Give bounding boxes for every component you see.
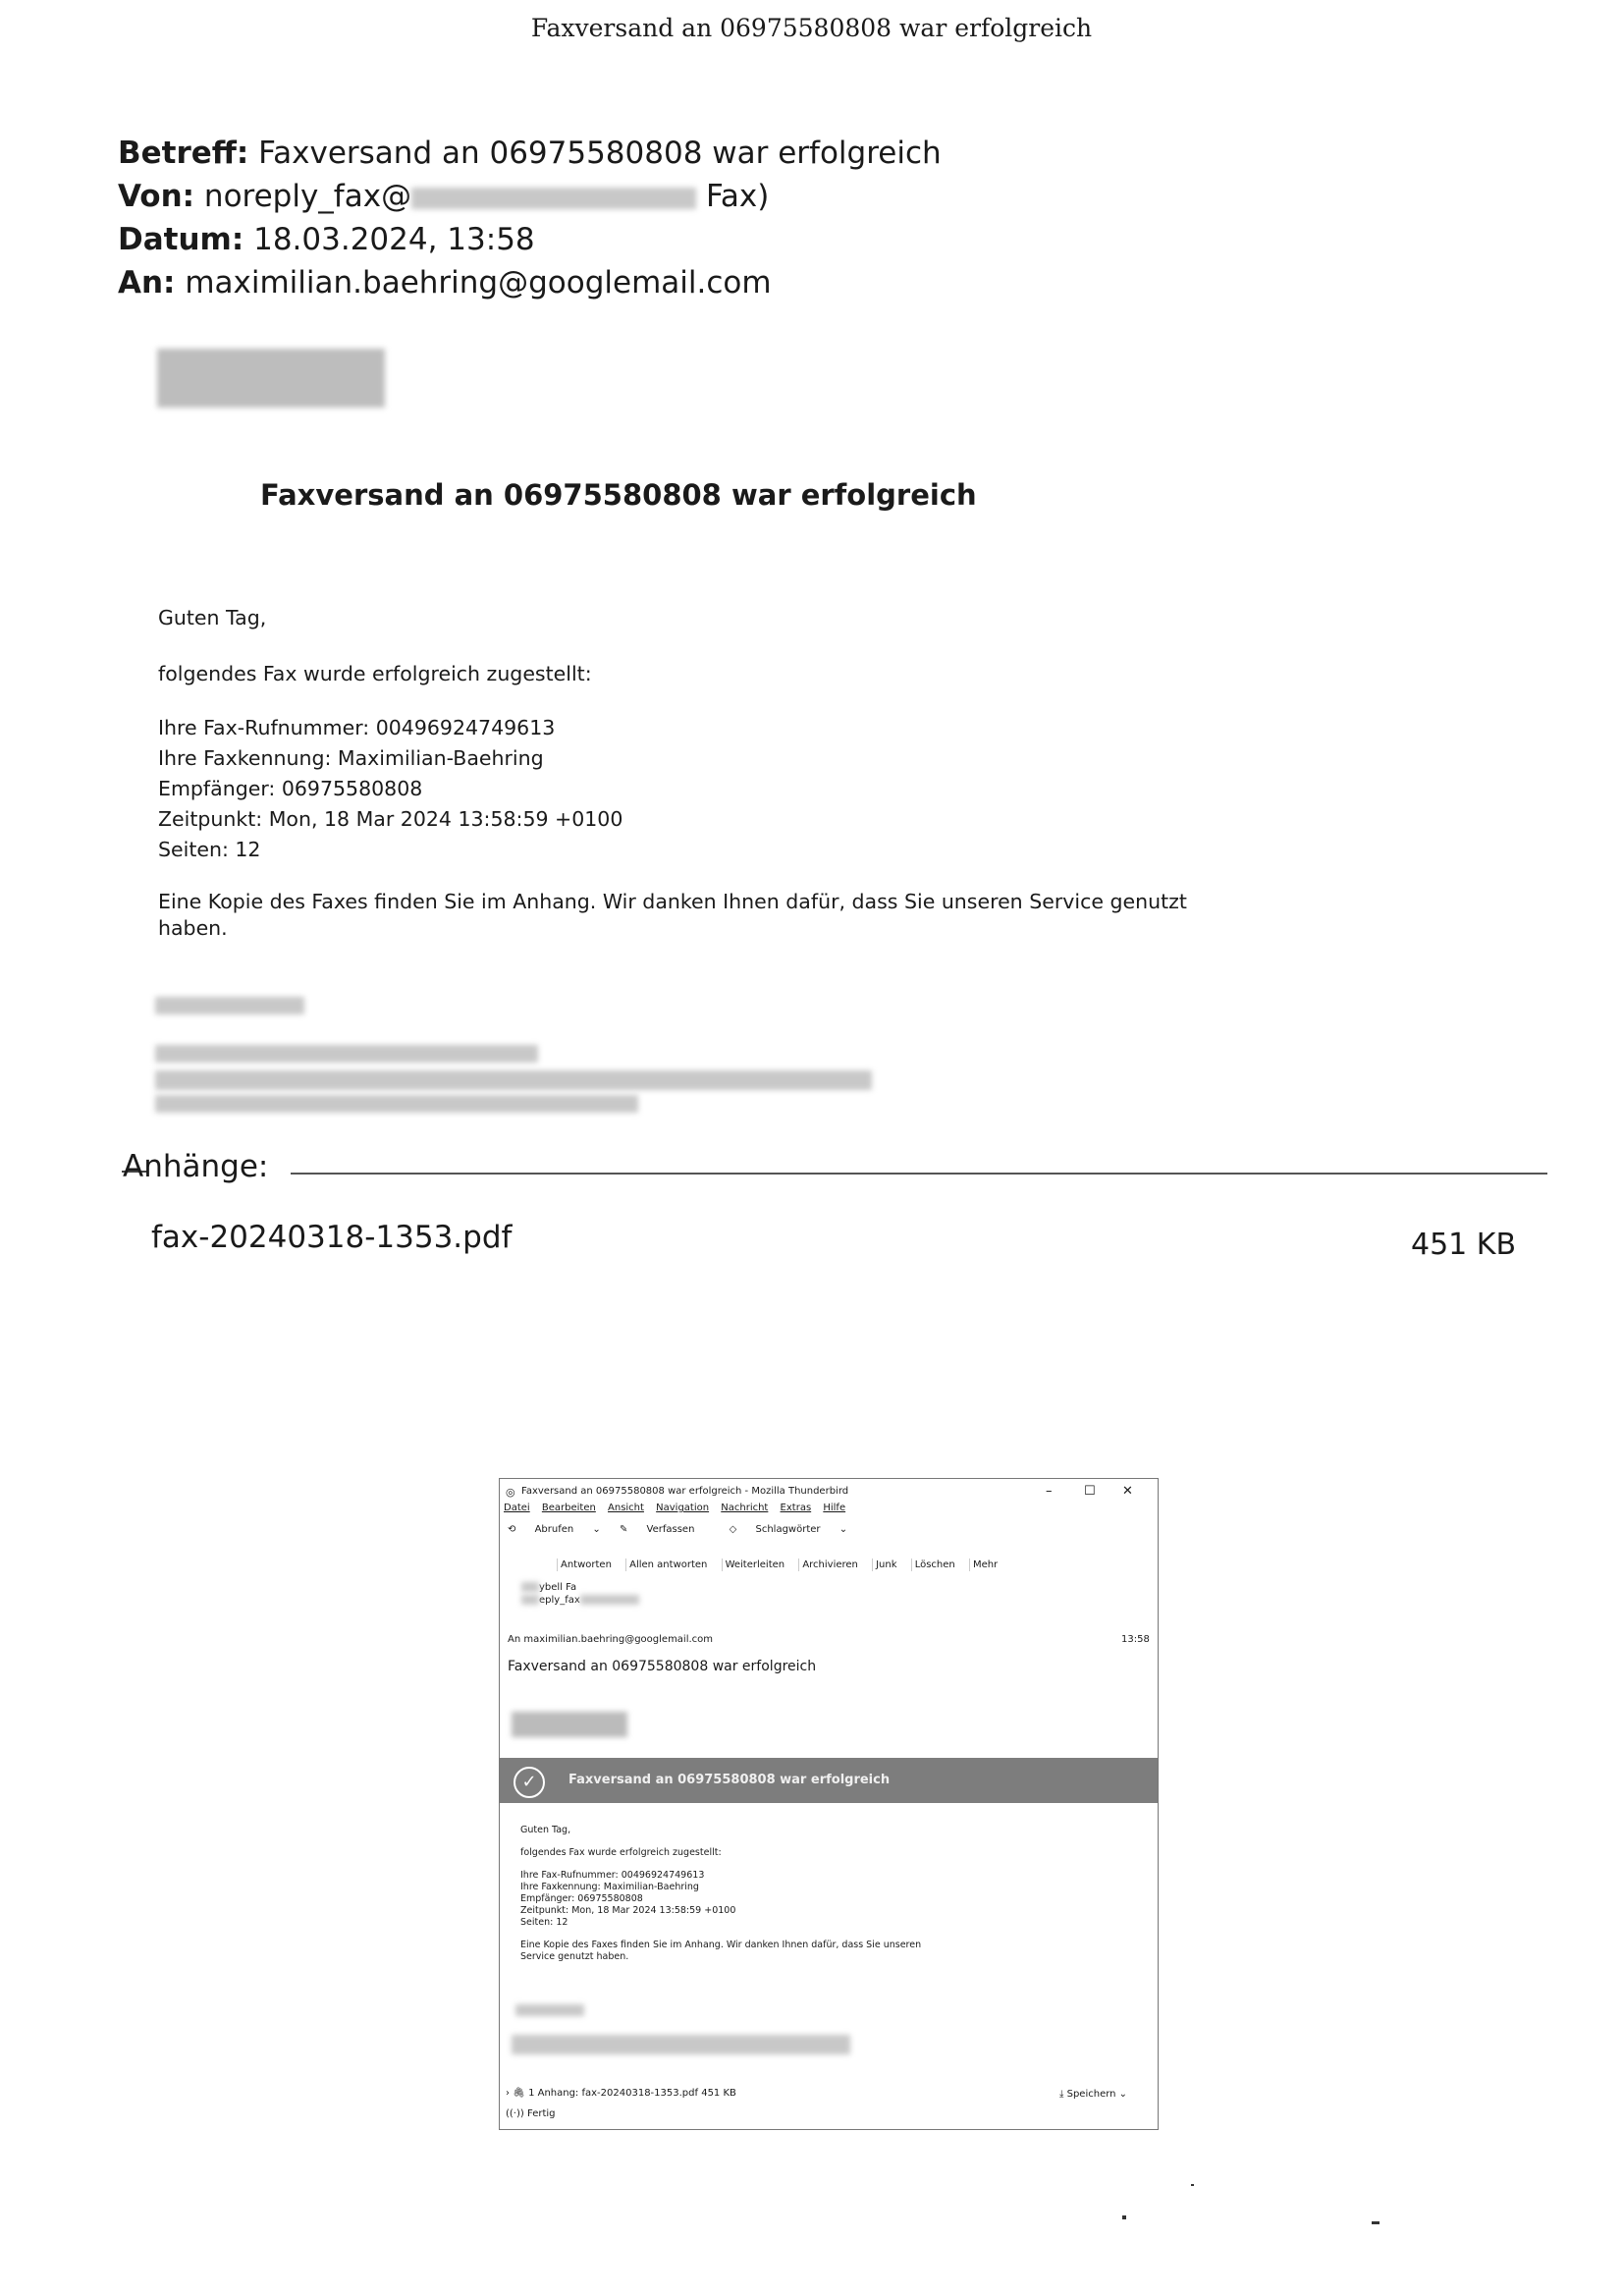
scan-speck: [1122, 2215, 1126, 2219]
status-bar: [506, 2108, 1159, 2119]
redacted-sender-address: [521, 1595, 539, 1605]
body-detail: Ihre Fax-Rufnummer: 00496924749613: [520, 1870, 705, 1881]
sender-block: [521, 1581, 1159, 1607]
attachments-label: Anhänge:: [123, 1149, 269, 1184]
closing-line-1: Eine Kopie des Faxes finden Sie im Anhang. Wir danken Ihnen dafür, dass Sie unseren Service genutzt: [158, 890, 1187, 913]
scan-speck: [1191, 2184, 1194, 2186]
pencil-icon: ✎: [619, 1524, 631, 1535]
save-label: Speichern: [1066, 2089, 1116, 2100]
thunderbird-toolbar: [508, 1524, 1159, 1535]
success-banner: [500, 1758, 1158, 1803]
thunderbird-titlebar: [500, 1483, 1158, 1501]
compose-button[interactable]: [620, 1524, 710, 1535]
check-circle-icon: ✓: [514, 1767, 545, 1798]
to-label: An:: [118, 265, 176, 301]
forward-button[interactable]: Weiterleiten: [722, 1558, 788, 1571]
thunderbird-screenshot: [499, 1478, 1159, 2130]
subject-label: Betreff:: [118, 136, 249, 171]
redacted-sender-name: [521, 1582, 539, 1592]
to-line: [118, 261, 772, 304]
subject-line: [118, 132, 942, 175]
tag-icon: ◇: [729, 1524, 740, 1535]
detail-fax-id: Ihre Faxkennung: Maximilian-Baehring: [158, 746, 544, 770]
redacted-footer-1: [515, 2004, 584, 2016]
scan-speck: [1372, 2221, 1380, 2224]
body-detail: Empfänger: 06975580808: [520, 1893, 643, 1904]
from-label: Von:: [118, 179, 195, 214]
menu-hilfe[interactable]: Hilfe: [823, 1503, 846, 1513]
thunderbird-window-title: Faxversand an 06975580808 war erfolgreich - Mozilla Thunderbird: [521, 1486, 849, 1497]
menu-datei[interactable]: Datei: [504, 1503, 530, 1513]
get-messages-label: Abrufen: [534, 1524, 574, 1535]
save-button[interactable]: ⤓ Speichern ⌄: [1059, 2089, 1128, 2100]
redacted-signature-3: [155, 1070, 872, 1090]
tags-label: Schlagwörter: [755, 1524, 821, 1535]
from-prefix: noreply_fax@: [203, 179, 412, 214]
message-subject: Faxversand an 06975580808 war erfolgreich: [508, 1659, 817, 1674]
recipient-address: maximilian.baehring@googlemail.com: [523, 1634, 714, 1645]
minimize-icon[interactable]: –: [1046, 1484, 1053, 1499]
sender-address: eply_fax: [521, 1594, 1159, 1607]
status-text: Fertig: [526, 2108, 556, 2119]
attachments-divider: [291, 1173, 1547, 1175]
menu-navigation[interactable]: Navigation: [656, 1503, 710, 1513]
detail-recipient: Empfänger: 06975580808: [158, 777, 423, 800]
recipient-label: An: [508, 1634, 521, 1645]
attachment-size: 451 KB: [1411, 1228, 1517, 1262]
message-time: 13:58: [1121, 1634, 1150, 1645]
detail-timestamp: Zeitpunkt: Mon, 18 Mar 2024 13:58:59 +0100: [158, 807, 623, 831]
reply-all-button[interactable]: Allen antworten: [625, 1558, 710, 1571]
activity-icon: ((·)): [506, 2108, 524, 2119]
tags-button[interactable]: ◇ Schlagwörter ⌄: [729, 1524, 848, 1535]
redacted-signature-4: [155, 1095, 638, 1113]
body-detail: Zeitpunkt: Mon, 18 Mar 2024 13:58:59 +0100: [520, 1905, 736, 1916]
sender-name: ybell Fa: [521, 1581, 1159, 1594]
attachment-bar[interactable]: › 🖇 1 Anhang: fax-20240318-1353.pdf 451 KB: [506, 2088, 736, 2099]
menu-ansicht[interactable]: Ansicht: [608, 1503, 644, 1513]
menu-bearbeiten[interactable]: Bearbeiten: [541, 1503, 596, 1513]
redacted-sender: [411, 188, 696, 209]
body-greeting: Guten Tag,: [520, 1825, 571, 1835]
redacted-logo: [157, 349, 385, 408]
intro: folgendes Fax wurde erfolgreich zugestellt:: [158, 662, 592, 685]
closing: [158, 889, 1187, 942]
recipient-line: [508, 1634, 1159, 1645]
redacted-signature-2: [155, 1045, 538, 1063]
get-messages-button[interactable]: ⟲ Abrufen ⌄: [508, 1524, 601, 1535]
mail-heading: Faxversand an 06975580808 war erfolgreich: [260, 478, 977, 512]
reply-button[interactable]: Antworten: [557, 1558, 615, 1571]
thunderbird-icon: ◎: [506, 1486, 515, 1499]
to-value: maximilian.baehring@googlemail.com: [185, 265, 772, 301]
subject-value: Faxversand an 06975580808 war erfolgreich: [258, 136, 942, 171]
menu-nachricht[interactable]: Nachricht: [721, 1503, 769, 1513]
detail-pages: Seiten: 12: [158, 838, 261, 861]
junk-button[interactable]: Junk: [872, 1558, 899, 1571]
attachment-bar-label: 1 Anhang: fax-20240318-1353.pdf: [528, 2088, 699, 2099]
menu-extras[interactable]: Extras: [780, 1503, 812, 1513]
delete-button[interactable]: Löschen: [911, 1558, 958, 1571]
body-detail: Ihre Faxkennung: Maximilian-Baehring: [520, 1882, 699, 1892]
download-icon: ⟲: [508, 1524, 519, 1535]
date-value: 18.03.2024, 13:58: [253, 222, 535, 257]
redacted-footer-2: [512, 2035, 850, 2054]
date-line: [118, 218, 535, 261]
compose-label: Verfassen: [646, 1524, 695, 1535]
date-label: Datum:: [118, 222, 244, 257]
page-title: Faxversand an 06975580808 war erfolgreich: [530, 14, 1093, 42]
message-actions: [557, 1559, 1159, 1570]
redacted-brand-logo: [512, 1712, 627, 1737]
body-closing: Service genutzt haben.: [520, 1951, 629, 1962]
success-banner-text: Faxversand an 06975580808 war erfolgreich: [568, 1773, 891, 1787]
detail-fax-number: Ihre Fax-Rufnummer: 00496924749613: [158, 716, 556, 739]
body-closing: Eine Kopie des Faxes finden Sie im Anhang. Wir danken Ihnen dafür, dass Sie unseren: [520, 1940, 922, 1950]
fax-details: [158, 713, 622, 865]
from-suffix: Fax): [705, 179, 770, 214]
archive-button[interactable]: Archivieren: [798, 1558, 861, 1571]
download-icon: ⤓: [1059, 2089, 1067, 2100]
attachment-filename[interactable]: fax-20240318-1353.pdf: [151, 1220, 513, 1255]
more-button[interactable]: Mehr: [969, 1558, 1001, 1571]
thunderbird-menubar: [504, 1503, 1159, 1513]
message-body: [520, 1825, 921, 1963]
redacted-signature-1: [155, 997, 304, 1014]
greeting: Guten Tag,: [158, 606, 267, 629]
from-line: [118, 175, 769, 218]
body-detail: Seiten: 12: [520, 1917, 568, 1928]
close-icon[interactable]: ✕: [1122, 1484, 1133, 1499]
maximize-icon[interactable]: ☐: [1084, 1484, 1096, 1499]
attachment-bar-size: 451 KB: [701, 2088, 736, 2099]
body-intro: folgendes Fax wurde erfolgreich zugestellt:: [520, 1847, 722, 1858]
closing-line-2: haben.: [158, 916, 228, 940]
